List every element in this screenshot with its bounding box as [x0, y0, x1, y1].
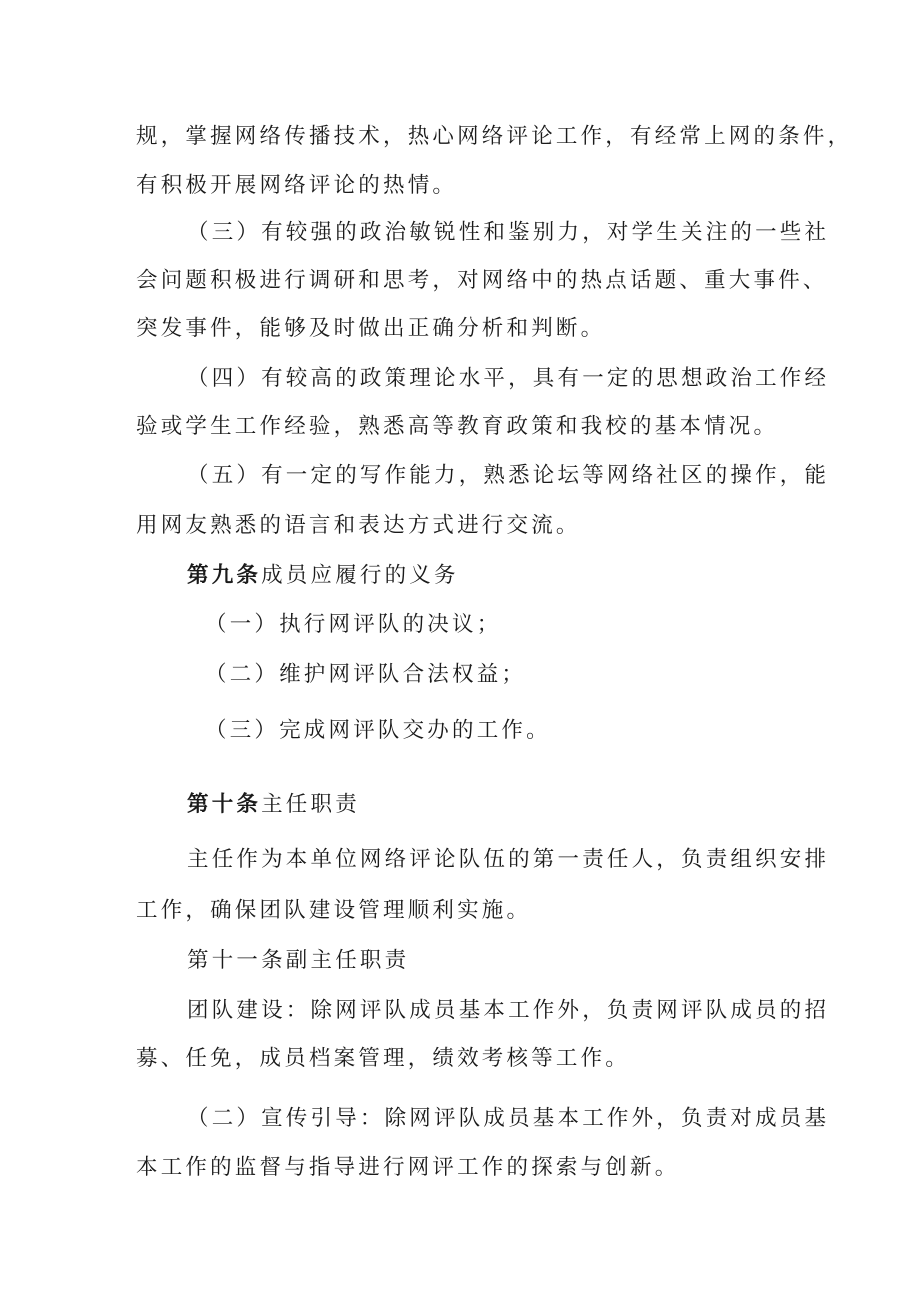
paragraph-line: 主任作为本单位网络评论队伍的第一责任人，负责组织安排	[187, 847, 830, 872]
paragraph-line: 会问题积极进行调研和思考，对网络中的热点话题、重大事件、	[136, 268, 828, 293]
list-item: （二）维护网评队合法权益；	[205, 662, 527, 687]
paragraph-line: 规，掌握网络传播技术，热心网络评论工作，有经常上网的条件，	[136, 124, 853, 149]
paragraph-line: 团队建设：除网评队成员基本工作外，负责网评队成员的招	[187, 998, 830, 1023]
paragraph-line: 验或学生工作经验，熟悉高等教育政策和我校的基本情况。	[136, 414, 779, 439]
paragraph-line: 募、任免，成员档案管理，绩效考核等工作。	[136, 1046, 631, 1071]
list-item: （一）执行网评队的决议；	[205, 612, 502, 637]
paragraph-line: （四）有较高的政策理论水平，具有一定的思想政治工作经	[187, 366, 830, 391]
article-heading: 第十一条副主任职责	[187, 948, 410, 973]
article-title: 主任职责	[261, 792, 360, 817]
article-number: 第十条	[187, 792, 262, 817]
article-title: 成员应履行的义务	[261, 563, 459, 588]
paragraph-line: （二）宣传引导：除网评队成员基本工作外，负责对成员基	[187, 1106, 830, 1131]
paragraph-line: （三）有较强的政治敏锐性和鉴别力，对学生关注的一些社	[187, 220, 830, 245]
paragraph-line: 本工作的监督与指导进行网评工作的探索与创新。	[136, 1155, 680, 1180]
paragraph-line: 用网友熟悉的语言和表达方式进行交流。	[136, 513, 581, 538]
article-heading	[187, 561, 459, 591]
paragraph-line: 工作，确保团队建设管理顺利实施。	[136, 898, 532, 923]
paragraph-line: （五）有一定的写作能力，熟悉论坛等网络社区的操作，能	[187, 463, 830, 488]
article-number: 第九条	[187, 563, 262, 588]
paragraph-line: 突发事件，能够及时做出正确分析和判断。	[136, 316, 606, 341]
list-item: （三）完成网评队交办的工作。	[205, 718, 551, 743]
paragraph-line: 有积极开展网络评论的热情。	[136, 173, 458, 198]
article-heading	[187, 790, 360, 820]
